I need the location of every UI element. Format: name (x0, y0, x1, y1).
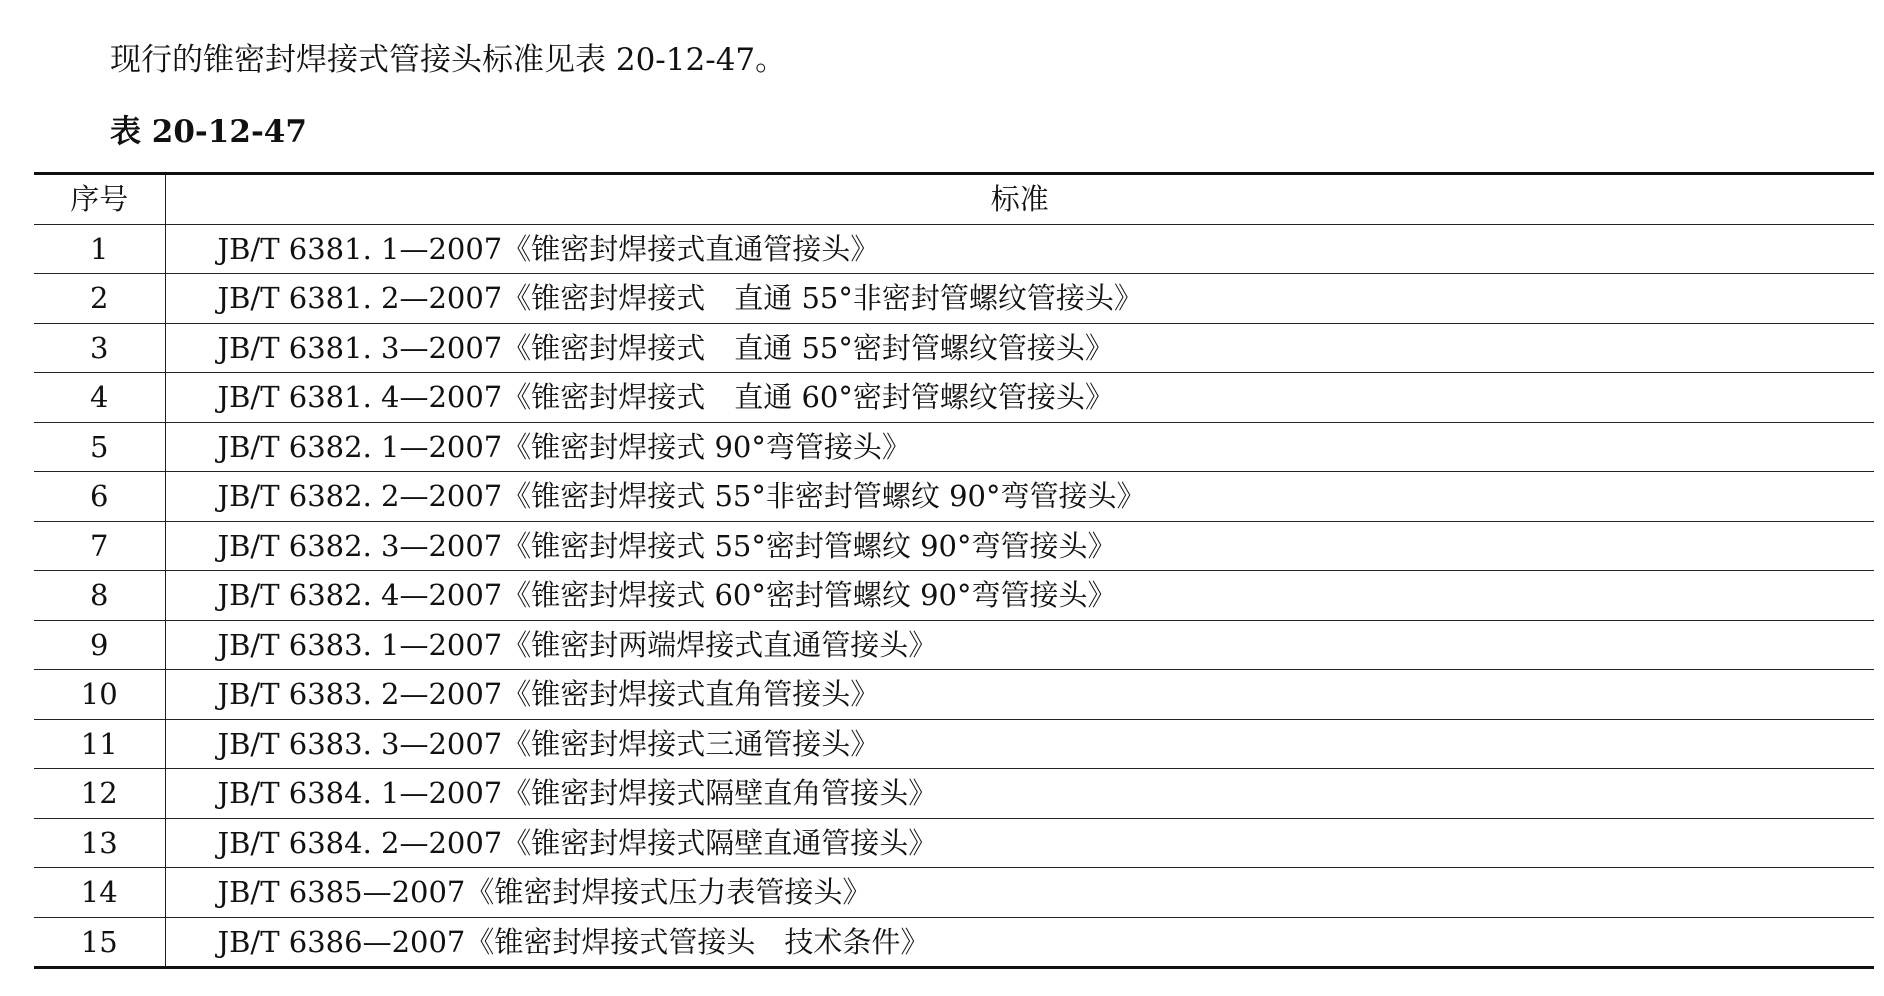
row-number: 3 (34, 323, 165, 373)
table-row (34, 323, 1874, 373)
row-number: 13 (34, 818, 165, 868)
row-number: 14 (34, 868, 165, 918)
table-row (34, 868, 1874, 918)
table-row (34, 472, 1874, 522)
table-row (34, 373, 1874, 423)
row-number: 8 (34, 571, 165, 621)
table-row (34, 571, 1874, 621)
row-standard: JB/T 6385—2007《锥密封焊接式压力表管接头》 (165, 868, 1874, 918)
row-number: 2 (34, 274, 165, 324)
header-standard: 标准 (165, 174, 1874, 225)
row-standard: JB/T 6384. 1—2007《锥密封焊接式隔壁直角管接头》 (165, 769, 1874, 819)
table-row (34, 521, 1874, 571)
table-header-row (34, 174, 1874, 225)
row-standard: JB/T 6381. 4—2007《锥密封焊接式 直通 60°密封管螺纹管接头》 (165, 373, 1874, 423)
header-serial-number: 序号 (34, 174, 165, 225)
row-number: 11 (34, 719, 165, 769)
row-number: 12 (34, 769, 165, 819)
row-number: 4 (34, 373, 165, 423)
row-number: 5 (34, 422, 165, 472)
row-number: 10 (34, 670, 165, 720)
row-number: 1 (34, 224, 165, 274)
table-row (34, 422, 1874, 472)
table-row (34, 620, 1874, 670)
row-standard: JB/T 6381. 2—2007《锥密封焊接式 直通 55°非密封管螺纹管接头》 (165, 274, 1874, 324)
table-caption: 表 20-12-47 (110, 114, 307, 150)
intro-paragraph: 现行的锥密封焊接式管接头标准见表 20-12-47。 (110, 42, 787, 78)
row-standard: JB/T 6382. 2—2007《锥密封焊接式 55°非密封管螺纹 90°弯管接头》 (165, 472, 1874, 522)
row-standard: JB/T 6383. 1—2007《锥密封两端焊接式直通管接头》 (165, 620, 1874, 670)
row-number: 9 (34, 620, 165, 670)
row-number: 15 (34, 917, 165, 968)
row-standard: JB/T 6382. 4—2007《锥密封焊接式 60°密封管螺纹 90°弯管接头》 (165, 571, 1874, 621)
table-row (34, 224, 1874, 274)
row-standard: JB/T 6382. 1—2007《锥密封焊接式 90°弯管接头》 (165, 422, 1874, 472)
row-standard: JB/T 6381. 3—2007《锥密封焊接式 直通 55°密封管螺纹管接头》 (165, 323, 1874, 373)
row-standard: JB/T 6383. 2—2007《锥密封焊接式直角管接头》 (165, 670, 1874, 720)
table-row (34, 274, 1874, 324)
row-standard: JB/T 6386—2007《锥密封焊接式管接头 技术条件》 (217, 924, 930, 959)
row-number: 6 (34, 472, 165, 522)
row-standard: JB/T 6383. 3—2007《锥密封焊接式三通管接头》 (165, 719, 1874, 769)
standards-table (34, 172, 1874, 969)
row-standard: JB/T 6382. 3—2007《锥密封焊接式 55°密封管螺纹 90°弯管接头》 (165, 521, 1874, 571)
row-number: 7 (34, 521, 165, 571)
table-row (34, 719, 1874, 769)
row-standard: JB/T 6381. 1—2007《锥密封焊接式直通管接头》 (165, 224, 1874, 274)
table-row (34, 917, 1874, 968)
row-standard: JB/T 6384. 2—2007《锥密封焊接式隔壁直通管接头》 (165, 818, 1874, 868)
table-row (34, 769, 1874, 819)
table-row (34, 670, 1874, 720)
table-row (34, 818, 1874, 868)
